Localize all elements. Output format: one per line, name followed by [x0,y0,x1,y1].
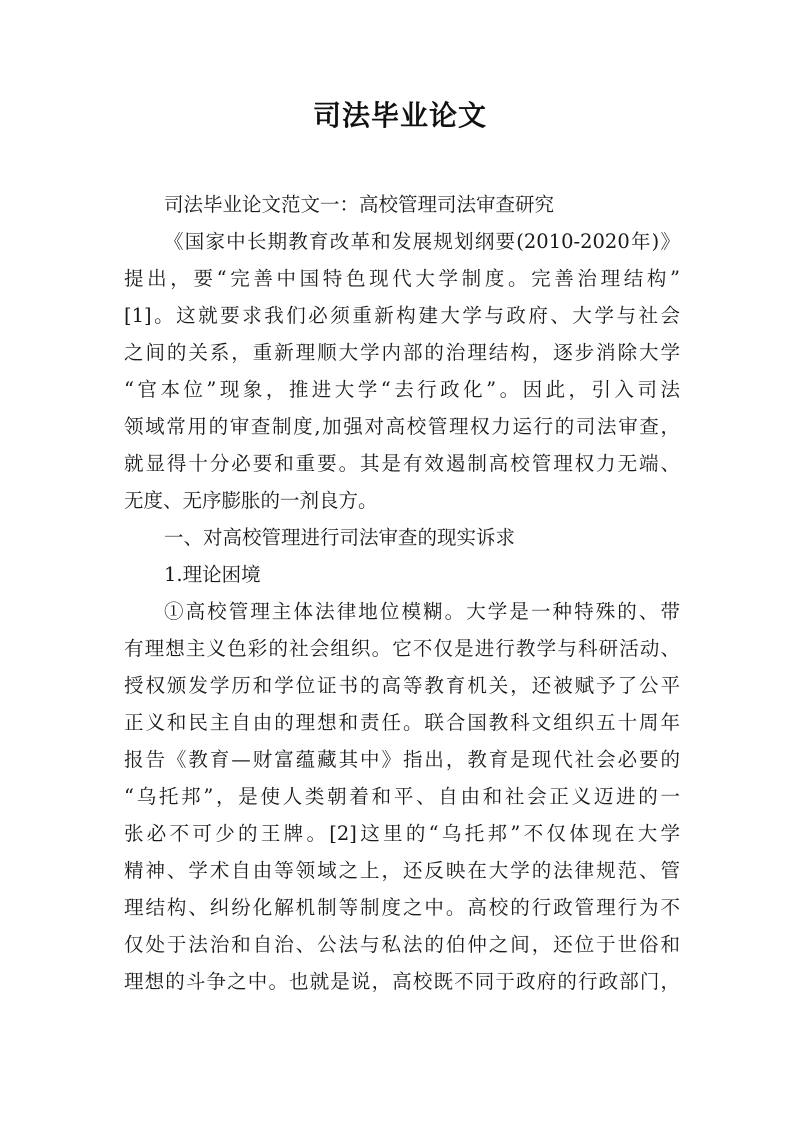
paragraph-line: [1]。这就要求我们必须重新构建大学与政府、大学与社会 [124,304,680,327]
document-title: 司法毕业论文 [312,99,487,132]
paragraph-line: 授权颁发学历和学位证书的高等教育机关，还被赋予了公平 [124,674,680,697]
paragraph-line: 司法毕业论文范文一：高校管理司法审查研究 [164,193,555,216]
paragraph-line: 就显得十分必要和重要。其是有效遏制高校管理权力无端、 [124,452,680,475]
paragraph-line: 精神、学术自由等领域之上，还反映在大学的法律规范、管 [124,859,680,882]
paragraph-line: “官本位”现象，推进大学“去行政化”。因此，引入司法 [124,378,680,401]
paragraph-line: 《国家中长期教育改革和发展规划纲要(2010-2020年)》 [164,230,680,253]
paragraph-line: 有理想主义色彩的社会组织。它不仅是进行教学与科研活动、 [124,637,680,660]
paragraph-line: 张必不可少的王牌。[2]这里的“乌托邦”不仅体现在大学 [124,822,680,845]
paragraph-line: 提出，要“完善中国特色现代大学制度。完善治理结构” [124,267,680,290]
document-body [124,186,680,1000]
paragraph-line: 之间的关系，重新理顺大学内部的治理结构，逐步消除大学 [124,341,680,364]
paragraph-line: 领域常用的审查制度,加强对高校管理权力运行的司法审查， [124,415,680,438]
paragraph-line: 仅处于法治和自治、公法与私法的伯仲之间，还位于世俗和 [124,933,680,956]
paragraph-line: 理结构、纠纷化解机制等制度之中。高校的行政管理行为不 [124,896,680,919]
paragraph-line: 一、对高校管理进行司法审查的现实诉求 [164,526,516,549]
paragraph-line: 报告《教育—财富蕴藏其中》指出，教育是现代社会必要的 [124,748,680,771]
paragraph-line: ①高校管理主体法律地位模糊。大学是一种特殊的、带 [164,600,680,623]
paragraph-line: 无度、无序膨胀的一剂良方。 [124,489,378,512]
paragraph-line: 理想的斗争之中。也就是说，高校既不同于政府的行政部门， [124,970,680,993]
paragraph-line: “乌托邦”，是使人类朝着和平、自由和社会正义迈进的一 [124,785,680,808]
paragraph-line: 正义和民主自由的理想和责任。联合国教科文组织五十周年 [124,711,680,734]
paragraph-line: 1.理论困境 [164,563,261,586]
